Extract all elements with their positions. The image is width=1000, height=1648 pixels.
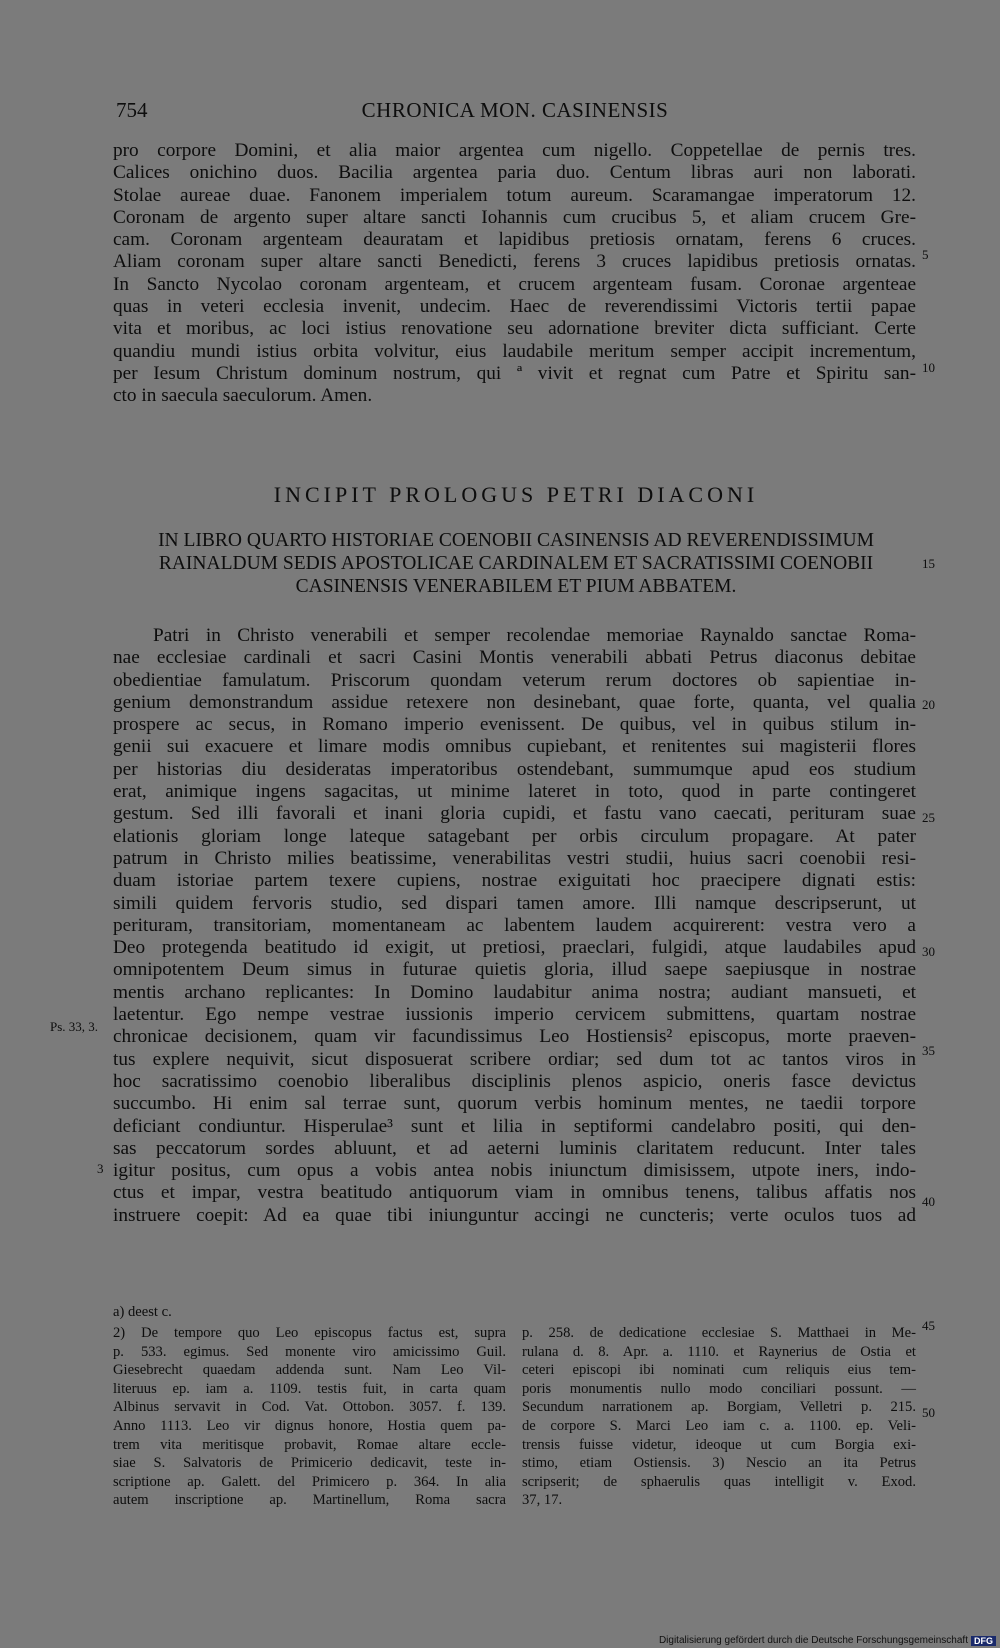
line-number: 5 <box>922 247 929 262</box>
footnotes-right-column <box>522 1324 916 1510</box>
prologue-subtitle-line: IN LIBRO QUARTO HISTORIAE COENOBII CASINENSIS AD REVERENDISSIMUM <box>158 530 874 551</box>
text-line: Deo protegenda beatitudo id exigit, ut pretiosi, praeclari, fulgidi, atque laudabiles apud <box>113 937 916 959</box>
text-line: ctus et impar, vestra beatitudo antiquorum viam in omnibus tenens, talibus affatis nos <box>113 1182 916 1204</box>
footnote-line: literuus ep. iam a. 1109. testis fuit, in carta quam <box>113 1380 506 1397</box>
text-line: duam istoriae partem texere cupiens, nostrae exiguitati hoc praecipere dignati estis: <box>113 870 916 892</box>
text-line: tus explere nequivit, sicut disposuerat scribere ordiar; sed dum tot ac tantos viros in <box>113 1048 916 1070</box>
footnote-line: stimo, etiam Ostiensis. 3) Nescio an ita Petrus <box>522 1455 916 1472</box>
prologue-title: INCIPIT PROLOGUS PETRI DIACONI <box>273 482 759 507</box>
footnotes-left-column <box>113 1324 506 1510</box>
text-line: gestum. Sed illi favorali et inani gloria cupidi, et fastu vano caecati, perituram suae <box>113 803 916 825</box>
text-line: obedientiae famulatum. Priscorum quondam veterum rerum doctores ob sapientiae in- <box>113 669 916 691</box>
footnote-line: scripserit; de sphaerulis quas intelligit v. Exod. <box>522 1473 916 1490</box>
text-line: sas peccatorum sordes abluunt, et ad aeterni luminis claritatem reducunt. Inter tales <box>113 1137 916 1159</box>
text-line: cto in saecula saeculorum. Amen. <box>113 385 373 407</box>
footnote-line: ceteri episcopi ibi nominati cum reliquis eius tem- <box>522 1362 916 1379</box>
footnote-line: trem vita meritisque probavit, Romae altare eccle- <box>113 1436 506 1453</box>
line-number: 35 <box>922 1043 935 1058</box>
text-line: hoc sacratissimo coenobio liberalibus disciplinis plenos aspicio, oneris fasce devictus <box>113 1070 916 1092</box>
credit-text: Digitalisierung gefördert durch die Deutsche Forschungsgemeinschaft <box>658 1635 968 1646</box>
text-line: patrum in Christo milies beatissime, venerabilitas vestri studii, huius sacri coenobii resi- <box>113 847 916 869</box>
text-line: quas in veteri ecclesia invenit, undecim. Haec de reverendissimi Victoris tertii papae <box>113 296 916 318</box>
footnote-a: a) deest c. <box>113 1304 172 1320</box>
text-line: erat, animique ingens sagacitas, ut minime lateret in toto, quod in parte contingeret <box>113 781 916 803</box>
line-number: 25 <box>922 810 935 825</box>
text-line: Stolae aureae duae. Fanonem imperialem totum aureum. Scaramangae imperatorum 12. <box>113 184 916 206</box>
line-number: 40 <box>922 1194 935 1209</box>
text-line: vita et moribus, ac loci istius renovatione seu adornatione breviter dicta sufficiant. Certe <box>113 318 916 340</box>
footnote-line: 37, 17. <box>522 1492 563 1509</box>
text-line: cam. Coronam argenteam deauratam et lapidibus pretiosis ornatam, ferens 6 cruces. <box>113 229 916 251</box>
text-line: Calices onichino duos. Bacilia argentea paria duo. Centum libras auri non laborati. <box>113 162 916 184</box>
text-line: chronicae decisionem, quam vir facundissimus Leo Hostiensis² episcopus, morte praeven- <box>113 1026 916 1048</box>
line-number: 15 <box>922 556 935 571</box>
footnote-line: Giesebrecht quaedam addenda sunt. Nam Leo Vil- <box>113 1362 506 1379</box>
footnote-line: Anno 1113. Leo vir dignus honore, Hostia quem pa- <box>113 1417 506 1434</box>
line-number: 50 <box>922 1405 935 1420</box>
text-line: igitur positus, cum opus a vobis antea nobis iniunctum dimisissem, utpote iners, indo- <box>113 1160 916 1182</box>
footnote-line: scriptione ap. Galett. del Primicero p. 364. In alia <box>113 1473 506 1490</box>
text-line: Coronam de argento super altare sancti Iohannis cum crucibus 5, et aliam crucem Gre- <box>113 206 916 228</box>
dfg-logo-icon: DFG <box>971 1636 996 1646</box>
text-line: In Sancto Nycolao coronam argenteam, et crucem argenteam fusam. Coronae argenteae <box>113 273 916 295</box>
footnote-line: autem inscriptione ap. Martinellum, Roma sacra <box>113 1492 506 1509</box>
digitization-credit <box>659 1635 996 1646</box>
psalm-reference: Ps. 33, 3. <box>50 1019 99 1034</box>
text-line: perituram, transitoriam, momentaneam ac labentem laudem acquirerent: vestra vero a <box>113 914 916 936</box>
text-line: elationis gloriam longe lateque satagebant per orbis circulum propagare. At pater <box>113 825 916 847</box>
text-line: genii sui exacuere et limare modis omnibus cupiebant, et renitentes sui magisterii flores <box>113 736 916 758</box>
text-line: genium demonstrandum assidue retexere non desinebant, quae forte, quanta, vel qualia <box>113 691 916 713</box>
footnote-marker: 3 <box>97 1161 104 1176</box>
text-line: pro corpore Domini, et alia maior argentea cum nigello. Coppetellae de pernis tres. <box>113 140 916 161</box>
line-number: 10 <box>922 360 935 375</box>
footnote-line: Albinus servavit in Cod. Vat. Ottobon. 3057. f. 139. <box>113 1399 506 1416</box>
prologue-subtitle-line: CASINENSIS VENERABILEM ET PIUM ABBATEM. <box>295 576 737 597</box>
text-line: nae ecclesiae cardinali et sacri Casini Montis venerabili abbati Petrus diaconus debitae <box>113 647 916 669</box>
text-line: per historias diu desideratas imperatoribus ostendebant, summumque apud eos studium <box>113 758 916 780</box>
prologue-subtitle-line: RAINALDUM SEDIS APOSTOLICAE CARDINALEM ET SACRATISSIMI COENOBII <box>158 553 874 574</box>
page-header <box>116 98 914 126</box>
line-number: 30 <box>922 944 935 959</box>
footnote-line: Secundum narrationem ap. Borgiam, Velletri p. 215. <box>522 1399 916 1416</box>
footnote-line: siae S. Salvatoris de Primicerio dedicavit, teste in- <box>113 1455 506 1472</box>
paragraph-chronicle-end <box>113 140 916 408</box>
text-line: quandiu mundi istius orbita volvitur, eius laudabile meritum semper accipit incrementum, <box>113 340 916 362</box>
text-line: instruere coepit: Ad ea quae tibi iniunguntur accingi ne cuncteris; verte oculos tuos ad <box>113 1204 916 1226</box>
page-number: 754 <box>116 98 148 122</box>
text-line: succumbo. Hi enim sal terrae sunt, quorum verbis hominum mentes, ne taedii torpore <box>113 1093 916 1115</box>
text-line: simili quidem fervoris studio, sed dispari tamen amore. Illi namque descripserunt, ut <box>113 892 916 914</box>
footnote-line: poris monumentis nullo modo conciliari possunt. — <box>522 1380 916 1397</box>
footnote-line: trensis fuisse videtur, ideoque ut cum Borgia exi- <box>522 1436 916 1453</box>
line-number: 45 <box>922 1318 935 1333</box>
text-line: laetentur. Ego nempe vestrae iussionis imperio cervicem submittens, quartam nostrae <box>113 1004 916 1026</box>
footnote-line: p. 533. egimus. Sed monente viro amicissimo Guil. <box>113 1343 506 1360</box>
text-line: Patri in Christo venerabili et semper recolendae memoriae Raynaldo sanctae Roma- <box>153 625 916 646</box>
footnote-line: 2) De tempore quo Leo episcopus factus est, supra <box>113 1325 506 1341</box>
text-line: mentis archano replicantes: In Domino laudabitur anima nostra; audiant mansueti, et <box>113 981 916 1003</box>
footnote-line: de corpore S. Marci Leo iam c. a. 1100. ep. Veli- <box>522 1417 916 1434</box>
footnote-line: p. 258. de dedicatione ecclesiae S. Matthaei in Me- <box>522 1325 916 1341</box>
text-line: deficiant condiuntur. Hisperulae³ sunt et lilia in septiformi candelabro positi, qui den- <box>113 1115 916 1137</box>
text-line: Aliam coronam super altare sancti Benedicti, ferens 3 cruces lapidibus pretiosis ornatas. <box>113 251 916 273</box>
running-title: CHRONICA MON. CASINENSIS <box>361 98 669 122</box>
text-line: prospere ac secus, in Romano imperio evenissent. De quibus, vel in quibus stilum in- <box>113 714 916 736</box>
text-line: per Iesum Christum dominum nostrum, qui ª vivit et regnat cum Patre et Spiritu san- <box>113 362 916 384</box>
text-line: omnipotentem Deum simus in futurae quietis gloria, illud saepe saepiusque in nostrae <box>113 959 916 981</box>
paragraph-prologue <box>113 625 916 1227</box>
footnote-line: rulana d. 8. Apr. a. 1110. et Raynerius de Ostia et <box>522 1343 916 1360</box>
line-number: 20 <box>922 697 935 712</box>
